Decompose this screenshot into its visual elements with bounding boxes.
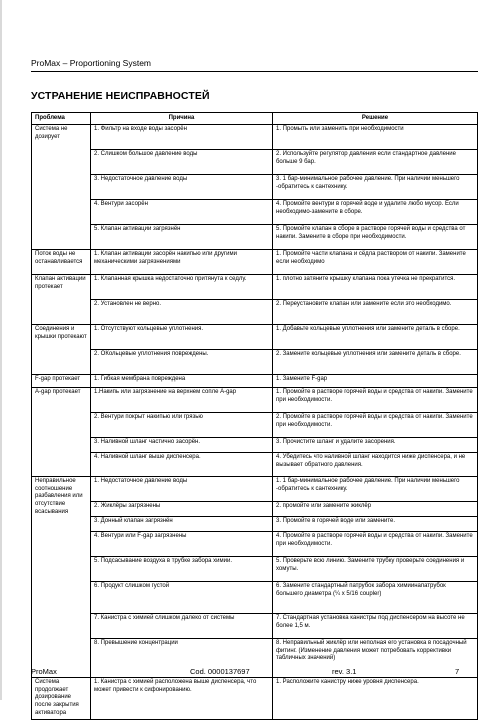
solution-cell [273,502,477,517]
solution-text: 1. Промойте в растворе горячей воды и средства от накипи. Замените при необходимости. [276,389,473,403]
solution-text: 2. Промойте в растворе горячей воды и средства от накипи. Замените при необходимости. [276,414,473,428]
solution-cell [273,438,477,453]
cause-text: 2. ОКольцевые уплотнения повреждены. [94,351,209,357]
cause-text: 1. Канистра с химией расположена выше диспенсера, что может привести к сифонированию. [94,679,257,693]
cause-cell [91,388,272,413]
table-row [32,125,478,250]
solution-column-cell [273,325,478,375]
table-row [32,250,478,275]
cause-text: 2. Установлен не верно. [94,301,162,307]
cause-column-cell [91,388,273,477]
problem-cell: Система продолжает дозирование после закрытия активатора [32,678,91,720]
cause-cell [91,614,272,639]
cause-text: 3. Донный клапан загрязнён [94,518,173,524]
cause-cell [91,453,272,476]
footer-code: Cod. 0000137697 [190,667,250,676]
table-row [32,325,478,375]
footer-page-number: 7 [455,667,460,676]
cause-text: 6. Продукт слишком густой [94,583,170,589]
solution-text: 1. 1 бар-минимальное рабочее давление. При наличии меньшего -обратитесь к сантехнику. [276,478,460,492]
footer-product: ProMax [31,667,57,676]
solution-cell [273,453,477,476]
solution-text: 4. Убедитесь что наливной шланг находится ниже диспенсера, и не вызывает обратного давления. [276,454,466,468]
solution-cell [273,614,477,639]
cause-cell [91,125,272,150]
solution-cell [273,125,477,150]
solution-cell [273,375,477,387]
solution-text: 4. Промойте в растворе горячей воды и средства от накипи. Замените при необходимости. [276,533,473,547]
cause-cell [91,200,272,225]
solution-cell [273,639,477,677]
cause-cell [91,517,272,532]
solution-text: 2. Замените кольцевые уплотнения или замените деталь в сборе. [276,351,461,357]
troubleshooting-table [31,112,478,720]
header-rule [31,71,478,72]
footer-revision: rev. 3.1 [332,667,357,676]
solution-cell [273,413,477,438]
problem-cell: Клапан активации протекает [32,275,91,325]
cause-cell [91,350,272,374]
table-header-row [32,113,478,125]
document-header: ProMax – Proportioning System [31,58,151,68]
cause-cell [91,582,272,614]
solution-cell [273,517,477,532]
cause-text: 1. Гибкая мембрана повреждена [94,376,186,382]
cause-column-cell [91,325,273,375]
cause-text: 3. Недостаточное давление воды [94,176,188,182]
cause-cell [91,250,272,274]
solution-cell [273,175,477,200]
solution-cell [273,250,477,274]
cause-text: 1. Клапан активации засорён накипью или другими механическими загрязнениями [94,251,237,265]
cause-cell [91,275,272,300]
cause-column-cell [91,477,273,678]
problem-cell: A-gap протекает [32,388,91,477]
solution-cell [273,300,477,324]
solution-column-cell [273,375,478,388]
table-row [32,477,478,678]
cause-cell [91,532,272,557]
cause-text: 1. Фильтр на входе воды засорён [94,126,187,132]
solution-text: 1. Промыть или заменить при необходимости [276,126,404,132]
solution-column-cell [273,275,478,325]
solution-cell [273,150,477,175]
solution-text: 3. Промойте в горячей воде или замените. [276,518,396,524]
solution-text: 1. Добавьте кольцевые уплотнения или замените деталь в сборе. [276,326,460,332]
cause-text: 4. Наливной шланг выше диспенсера. [94,454,201,460]
cause-cell [91,438,272,453]
cause-cell [91,325,272,350]
solution-text: 1. Замените F-gap [276,376,328,382]
cause-column-cell [91,375,273,388]
page-edge [0,0,2,700]
solution-text: 7. Стандартная установка канистры под диспенсером на высоте не более 1,5 м. [276,615,465,629]
cause-text: 2. Слишком большое давление воды [94,151,198,157]
solution-text: 3. Прочистите шланг и удалите засорения. [276,439,396,445]
cause-cell [91,375,272,387]
solution-text: 1. плотно затяните крышку клапана пока утечка не прекратится. [276,276,456,282]
cause-column-cell [91,275,273,325]
cause-text: 1. Клапанная крышка недостаточно притянута к седлу. [94,276,247,282]
cause-cell [91,678,272,716]
cause-cell [91,300,272,324]
solution-text: 5. Промойте клапан в сборе в растворе горячей воды и средства от накипи. Замените в сборе при необходимости. [276,226,466,240]
solution-cell [273,557,477,582]
cause-text: 1. Недостаточное давление воды [94,478,188,484]
solution-cell [273,225,477,249]
cause-cell [91,225,272,249]
cause-text: 3. Наливной шланг частично засорён. [94,439,201,445]
table-row [32,275,478,325]
cause-text: 4. Вентури засорён [94,201,148,207]
cause-text: 2. Вентури покрыт накипью или грязью [94,414,203,420]
table-row [32,678,478,720]
cause-cell [91,175,272,200]
solution-text: 1. Промойте части клапана и сёдла раствором от накипи. Замените если необходимо [276,251,466,265]
cause-text: 8. Превышение концентрации [94,640,178,646]
column-header-cause: Причина [91,113,273,125]
cause-cell [91,413,272,438]
cause-text: 1. Отсутствуют кольцевые уплотнения. [94,326,204,332]
solution-cell [273,325,477,350]
solution-text: 2. Используйте регулятор давления если стандартное давление больше 9 бар. [276,151,456,165]
cause-cell [91,557,272,582]
solution-cell [273,477,477,502]
solution-cell [273,678,477,716]
cause-text: 5. Клапан активации загрязнён [94,226,181,232]
problem-cell: Система не дозирует [32,125,91,250]
solution-column-cell [273,678,478,720]
solution-column-cell [273,388,478,477]
cause-cell [91,502,272,517]
cause-column-cell [91,250,273,275]
cause-cell [91,150,272,175]
problem-cell: F-gap протекает [32,375,91,388]
problem-cell: Поток воды не останавливается [32,250,91,275]
cause-cell [91,477,272,502]
solution-cell [273,582,477,614]
cause-column-cell [91,678,273,720]
cause-text: 7. Канистра с химией слишком далеко от системы [94,615,235,621]
column-header-solution: Решение [273,113,478,125]
solution-cell [273,275,477,300]
problem-cell: Соединения и крышки протекают [32,325,91,375]
column-header-problem: Проблема [32,113,91,125]
table-row [32,388,478,477]
problem-cell: Неправильное соотношение разбавления или отсутствие всасывания [32,477,91,678]
table-row [32,375,478,388]
solution-column-cell [273,125,478,250]
solution-column-cell [273,477,478,678]
solution-text: 4. Промойте вентури в горячей воде и удалите любо мусор. Если необходимо-замените в сборе. [276,201,459,215]
solution-cell [273,532,477,557]
solution-text: 2. Переустановите клапан или замените если это необходимо. [276,301,452,307]
solution-cell [273,388,477,413]
solution-cell [273,200,477,225]
solution-text: 5. Проверьте всю линию. Замените трубку проверьте соединения и хомуты. [276,558,465,572]
cause-text: 5. Подсасывание воздуха в трубке забора химии. [94,558,233,564]
solution-column-cell [273,250,478,275]
solution-cell [273,350,477,374]
solution-text: 6. Замените стандартный патрубок забора химиинапатрубок большего диаметра (¼ x 5/16 coupler) [276,583,446,597]
page-title: УСТРАНЕНИЕ НЕИСПРАВНОСТЕЙ [31,90,210,102]
cause-text: 1.Накипь или загрязнение на верхнем сопле A-gap [94,389,237,395]
cause-text: 2. Жиклёры загрязнены [94,503,161,509]
solution-text: 2. промойте или замените жиклёр [276,503,372,509]
cause-column-cell [91,125,273,250]
cause-text: 4. Вентури или F-gap загрязнены [94,533,187,539]
solution-text: 1. Расположите канистру ниже уровня диспенсера. [276,679,419,685]
solution-text: 8. Неправильный жиклёр или неполная его установка в посадочный фитинг. (Изменение давления может потребовать коррективки табличных значений) [276,640,467,662]
solution-text: 3. 1 бар-минимальное рабочее давление. При наличии меньшего -обратитесь к сантехнику. [276,176,460,190]
